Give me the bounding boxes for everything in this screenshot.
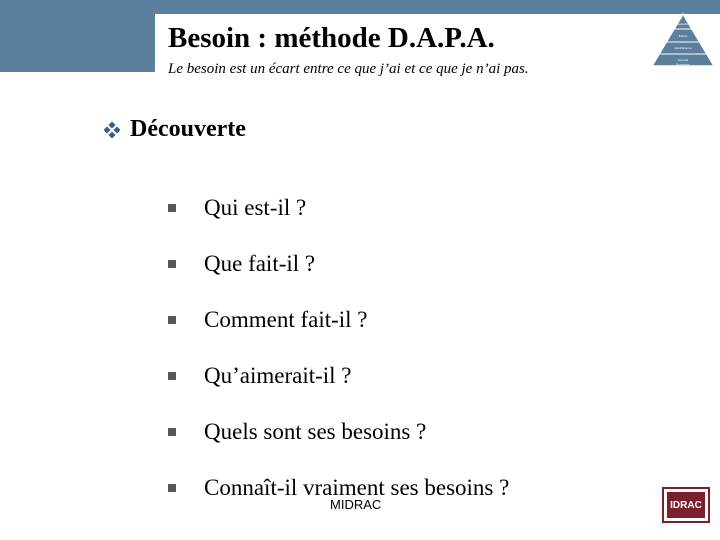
list-item	[168, 236, 509, 292]
page-subtitle: Le besoin est un écart entre ce que j’ai et ce que je n’ai pas.	[168, 61, 529, 77]
list-item	[168, 404, 509, 460]
header-band	[155, 0, 720, 14]
square-bullet-icon	[168, 316, 176, 324]
square-bullet-icon	[168, 484, 176, 492]
list-item-text: Qui est-il ?	[204, 195, 307, 220]
section-heading-text: Découverte	[130, 116, 246, 142]
pyramid-level-label: Réalisation	[676, 23, 690, 26]
pyramid-level-label: Appartenance	[674, 47, 692, 50]
square-bullet-icon	[168, 260, 176, 268]
maslow-pyramid-icon	[650, 12, 716, 68]
square-bullet-icon	[168, 428, 176, 436]
footer-text: MIDRAC	[330, 497, 382, 512]
list-item-text: Qu’aimerait-il ?	[204, 363, 352, 388]
section-heading	[104, 116, 246, 143]
list-item	[168, 292, 509, 348]
bullet-list	[168, 180, 509, 516]
page-title: Besoin : méthode D.A.P.A.	[168, 22, 495, 54]
pyramid-level-label: Estime	[678, 35, 688, 38]
pyramid-level-label: Sécurité	[677, 59, 689, 62]
square-bullet-icon	[168, 204, 176, 212]
list-item-text: Comment fait-il ?	[204, 307, 368, 332]
pyramid-level-label: Physiologique	[676, 64, 690, 66]
list-item-text: Quels sont ses besoins ?	[204, 419, 427, 444]
logo-text: IDRAC	[667, 492, 705, 518]
list-item	[168, 348, 509, 404]
idrac-logo	[662, 487, 710, 523]
list-item-text: Connaît-il vraiment ses besoins ?	[204, 475, 510, 500]
square-bullet-icon	[168, 372, 176, 380]
list-item-text: Que fait-il ?	[204, 251, 316, 276]
list-item	[168, 180, 509, 236]
diamond-bullet-icon	[104, 122, 120, 138]
